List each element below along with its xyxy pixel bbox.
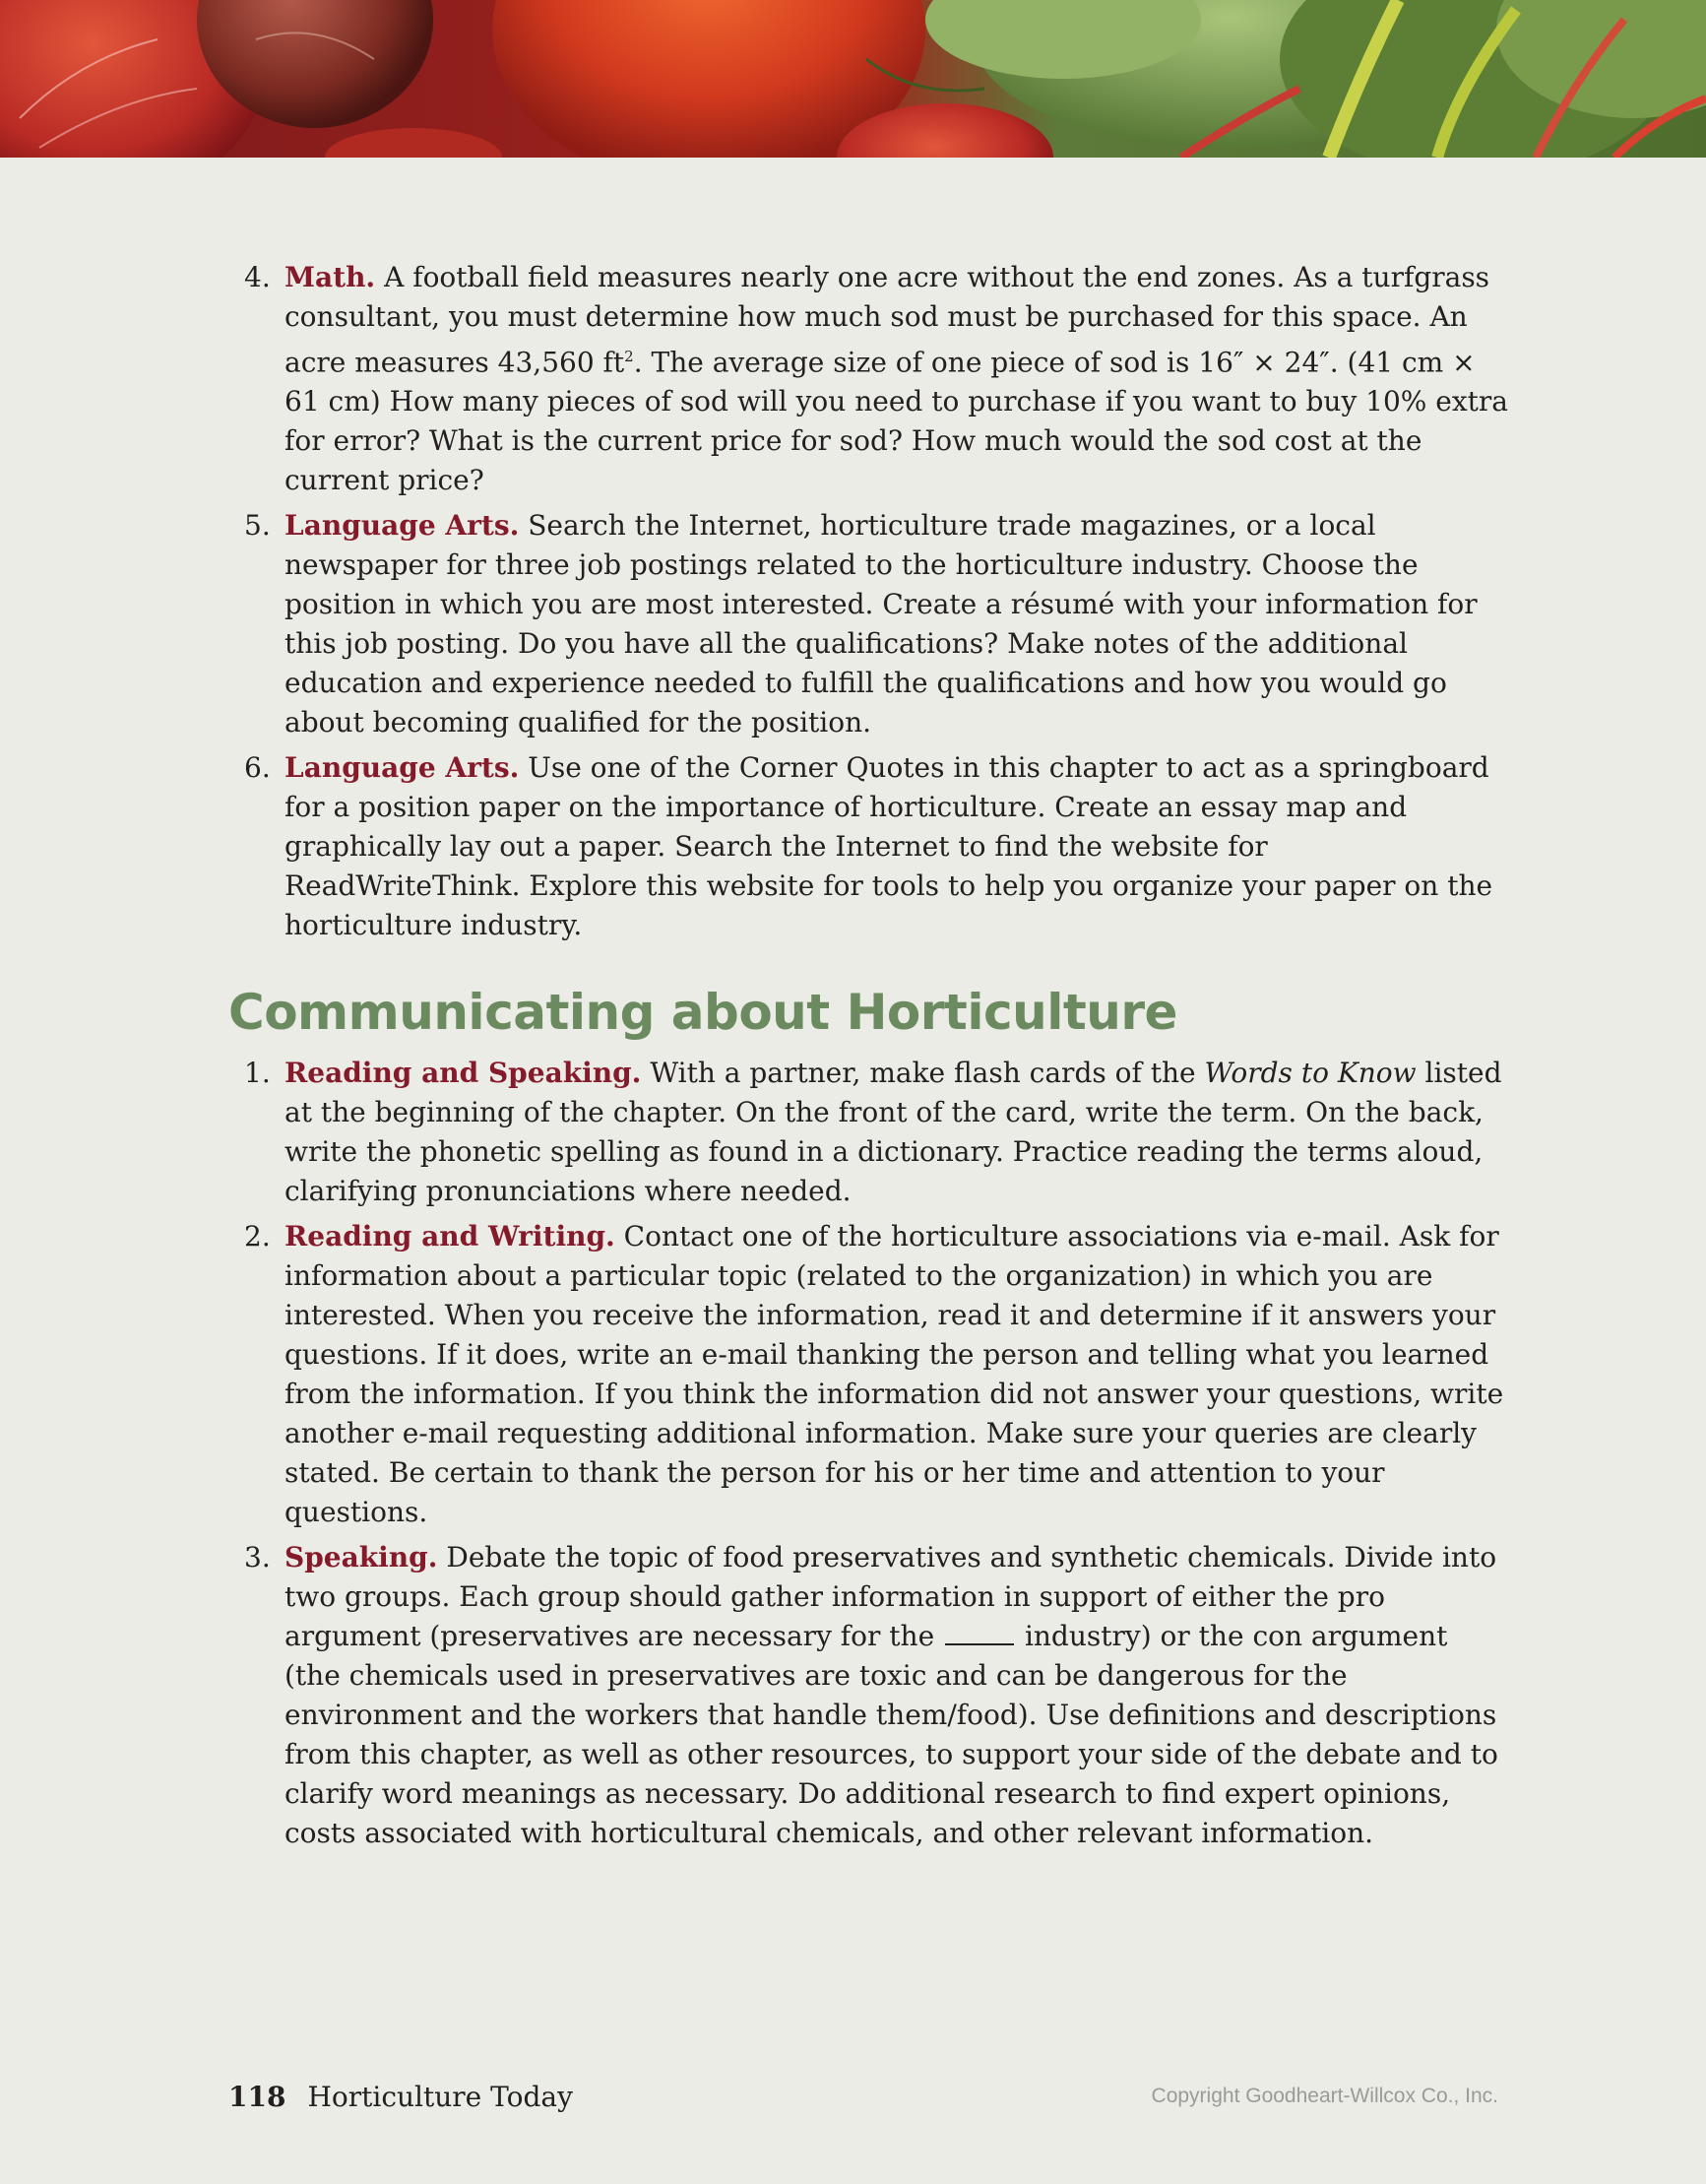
item-lead: Language Arts. — [284, 751, 520, 785]
fill-in-blank — [945, 1620, 1014, 1645]
item-text: Debate the topic of food preservatives and synthetic chemicals. Divide into two groups. Each group should gather information in support of either the pro argument (preservatives are necessary for the — [284, 1541, 1497, 1653]
section-heading: Communicating about Horticulture — [228, 984, 1177, 1042]
item-lead: Reading and Writing. — [284, 1220, 615, 1253]
item-lead: Math. — [284, 261, 376, 293]
superscript: 2 — [624, 348, 634, 365]
item-text: industry) or the con argument (the chemicals used in preservatives are toxic and can be dangerous for the environment and the workers that handle them/food). Use definitions and descriptions from this chapter, as well as other resources, to support your side of the debate and to clarify word meanings as necessary. Do additional research to find expert opinions, costs associated with horticultural chemicals, and other relevant information. — [284, 1620, 1498, 1850]
header-photo-banner — [0, 0, 1706, 158]
list-item — [228, 506, 1508, 742]
exercise-list-continued — [228, 258, 1508, 945]
list-item — [228, 748, 1508, 945]
list-item — [228, 1054, 1508, 1211]
item-text: A football field measures nearly one acre without the end zones. As a turfgrass consultant, you must determine how much sod must be purchased for this space. An acre measures 43,560 ft — [284, 261, 1490, 379]
item-lead: Speaking. — [284, 1541, 438, 1574]
item-number: 5. — [244, 509, 271, 543]
item-number: 3. — [244, 1541, 271, 1574]
item-text: Contact one of the horticulture associations via e-mail. Ask for information about a particular topic (related to the organization) in which you are interested. When you receive the information, read it and determine if it answers your questions. If it does, write an e-mail thanking the person and telling what you learned from the information. If you think the information did not answer your questions, write another e-mail requesting additional information. Make sure your queries are clearly stated. Be certain to thank the person for his or her time and attention to your questions. — [284, 1220, 1504, 1529]
item-lead: Reading and Speaking. — [284, 1057, 642, 1090]
book-title: Horticulture Today — [307, 2081, 573, 2113]
item-number: 6. — [244, 751, 271, 785]
page-content — [228, 258, 1508, 1859]
copyright-notice: Copyright Goodheart-Willcox Co., Inc. — [1151, 2085, 1498, 2107]
item-text: With a partner, make flash cards of the — [641, 1057, 1205, 1090]
item-number: 4. — [244, 261, 271, 293]
item-lead: Language Arts. — [284, 509, 520, 543]
list-item — [228, 258, 1508, 500]
list-item — [228, 1217, 1508, 1532]
page-number: 118 — [228, 2081, 286, 2113]
item-number: 2. — [244, 1220, 271, 1253]
vegetable-photo — [0, 0, 1706, 158]
page-footer — [228, 2081, 1498, 2113]
item-number: 1. — [244, 1057, 271, 1090]
item-text: . The average size of one piece of sod is 16″ × 24″. (41 cm × 61 cm) How many pieces of sod will you need to purchase if you want to buy 10% extra for error? What is the current price for sod? How much would the sod cost at the current price? — [284, 346, 1508, 497]
list-item — [228, 1538, 1508, 1853]
item-italic-text: Words to Know — [1204, 1057, 1417, 1090]
item-text: Use one of the Corner Quotes in this chapter to act as a springboard for a position paper on the importance of horticulture. Create an essay map and graphically lay out a paper. Search the Internet to find the website for ReadWriteThink. Explore this website for tools to help you organize your paper on the horticulture industry. — [284, 751, 1493, 942]
item-text: Search the Internet, horticulture trade magazines, or a local newspaper for three job postings related to the horticulture industry. Choose the position in which you are most interested. Create a résumé with your information for this job posting. Do you have all the qualifications? Make notes of the additional education and experience needed to fulfill the qualifications and how you would go about becoming qualified for the position. — [284, 509, 1478, 739]
item-text: listed at the beginning of the chapter. On the front of the card, write the term. On the back, write the phonetic spelling as found in a dictionary. Practice reading the terms aloud, clarifying pronunciations where needed. — [284, 1057, 1502, 1208]
communicating-list — [228, 1054, 1508, 1853]
